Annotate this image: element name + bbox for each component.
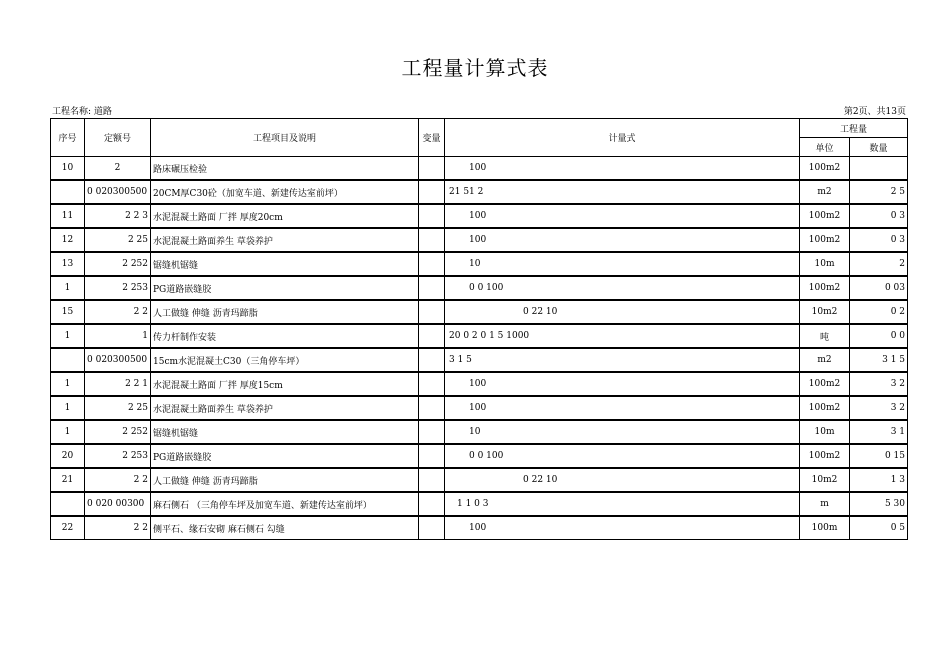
row-unit: 10m — [800, 420, 850, 444]
row-item: 锯缝机锯缝 — [151, 420, 419, 444]
row-seq: 1 — [51, 420, 85, 444]
row-item: 侧平石、缘石安砌 麻石侧石 勾缝 — [151, 516, 419, 540]
row-amount: 5 30 — [850, 492, 908, 516]
row-variable — [419, 204, 445, 228]
row-code: 2 252 — [85, 420, 151, 444]
row-seq — [51, 492, 85, 516]
row-seq: 1 — [51, 396, 85, 420]
row-formula: 20 0 2 0 1 5 1000 — [445, 324, 800, 348]
row-code: 2 2 — [85, 468, 151, 492]
row-seq: 15 — [51, 300, 85, 324]
row-item: 20CM厚C30砼（加宽车道、新建传达室前坪） — [151, 180, 419, 204]
header-quantity-group: 工程量 — [800, 119, 908, 138]
row-item: 15cm水泥混凝土C30（三角停车坪） — [151, 348, 419, 372]
row-seq: 21 — [51, 468, 85, 492]
row-item: 传力杆制作安装 — [151, 324, 419, 348]
row-seq: 13 — [51, 252, 85, 276]
row-unit: 100m2 — [800, 444, 850, 468]
header-variable: 变量 — [419, 119, 445, 157]
row-amount: 0 15 — [850, 444, 908, 468]
header-item: 工程项目及说明 — [151, 119, 419, 157]
row-code: 0 020300500 — [85, 180, 151, 204]
row-formula: 100 — [445, 516, 800, 540]
row-item: PG道路嵌缝胶 — [151, 444, 419, 468]
row-unit: 100m2 — [800, 157, 850, 181]
row-formula: 0 22 10 — [445, 300, 800, 324]
row-item: PG道路嵌缝胶 — [151, 276, 419, 300]
row-formula: 100 — [445, 204, 800, 228]
row-code: 1 — [85, 324, 151, 348]
row-variable — [419, 420, 445, 444]
row-amount: 0 3 — [850, 204, 908, 228]
row-amount: 0 0 — [850, 324, 908, 348]
table-row — [51, 180, 908, 204]
row-unit: 100m — [800, 516, 850, 540]
row-item: 人工做缝 伸缝 沥青玛蹄脂 — [151, 300, 419, 324]
row-code: 2 2 1 — [85, 372, 151, 396]
row-formula: 10 — [445, 420, 800, 444]
row-variable — [419, 516, 445, 540]
row-seq — [51, 180, 85, 204]
row-variable — [419, 180, 445, 204]
row-unit: 10m2 — [800, 300, 850, 324]
table-row — [51, 204, 908, 228]
row-code: 2 25 — [85, 228, 151, 252]
row-code: 2 25 — [85, 396, 151, 420]
row-variable — [419, 396, 445, 420]
row-variable — [419, 157, 445, 181]
header-seq: 序号 — [51, 119, 85, 157]
row-code: 2 2 — [85, 516, 151, 540]
table-row — [51, 252, 908, 276]
row-variable — [419, 324, 445, 348]
row-seq: 10 — [51, 157, 85, 181]
header-code: 定额号 — [85, 119, 151, 157]
row-amount: 2 — [850, 252, 908, 276]
row-formula: 100 — [445, 372, 800, 396]
document-title: 工程量计算式表 — [401, 56, 549, 80]
row-variable — [419, 468, 445, 492]
row-variable — [419, 348, 445, 372]
row-amount: 0 03 — [850, 276, 908, 300]
row-item: 路床碾压检验 — [151, 157, 419, 181]
table-row — [51, 372, 908, 396]
row-item: 水泥混凝土路面 厂拌 厚度20cm — [151, 204, 419, 228]
row-amount: 3 2 — [850, 396, 908, 420]
row-variable — [419, 252, 445, 276]
row-variable — [419, 300, 445, 324]
row-seq: 20 — [51, 444, 85, 468]
row-code: 2 252 — [85, 252, 151, 276]
header-formula: 计量式 — [445, 119, 800, 157]
row-code: 2 2 3 — [85, 204, 151, 228]
row-amount: 0 2 — [850, 300, 908, 324]
row-formula: 100 — [445, 228, 800, 252]
row-formula: 100 — [445, 396, 800, 420]
row-code: 2 2 — [85, 300, 151, 324]
row-variable — [419, 444, 445, 468]
table-row — [51, 157, 908, 181]
row-item: 人工做缝 伸缝 沥青玛蹄脂 — [151, 468, 419, 492]
row-variable — [419, 492, 445, 516]
row-unit: 100m2 — [800, 204, 850, 228]
row-unit: m — [800, 492, 850, 516]
row-formula: 1 1 0 3 — [445, 492, 800, 516]
row-formula: 0 0 100 — [445, 444, 800, 468]
row-code: 2 — [85, 157, 151, 181]
row-code: 2 253 — [85, 276, 151, 300]
row-code: 0 020 00300 — [85, 492, 151, 516]
row-item: 麻石侧石 （三角停车坪及加宽车道、新建传达室前坪） — [151, 492, 419, 516]
table-row — [51, 444, 908, 468]
row-seq: 12 — [51, 228, 85, 252]
table-row — [51, 420, 908, 444]
header-unit: 单位 — [800, 138, 850, 157]
table-row — [51, 396, 908, 420]
row-unit: 100m2 — [800, 276, 850, 300]
row-unit: m2 — [800, 348, 850, 372]
row-variable — [419, 228, 445, 252]
row-seq: 1 — [51, 276, 85, 300]
row-item: 锯缝机锯缝 — [151, 252, 419, 276]
row-seq — [51, 348, 85, 372]
row-seq: 1 — [51, 324, 85, 348]
row-unit: 100m2 — [800, 372, 850, 396]
row-formula: 3 1 5 — [445, 348, 800, 372]
table-row — [51, 516, 908, 540]
quantity-calculation-table — [50, 118, 908, 540]
row-unit: 100m2 — [800, 228, 850, 252]
table-row — [51, 228, 908, 252]
row-variable — [419, 276, 445, 300]
project-name: 工程名称: 道路 — [52, 107, 112, 117]
table-row — [51, 468, 908, 492]
row-item: 水泥混凝土路面 厂拌 厚度15cm — [151, 372, 419, 396]
row-code: 0 020300500 — [85, 348, 151, 372]
row-code: 2 253 — [85, 444, 151, 468]
row-formula: 0 0 100 — [445, 276, 800, 300]
table-row — [51, 324, 908, 348]
row-formula: 10 — [445, 252, 800, 276]
row-item: 水泥混凝土路面养生 草袋养护 — [151, 228, 419, 252]
row-formula: 21 51 2 — [445, 180, 800, 204]
row-amount: 0 3 — [850, 228, 908, 252]
row-unit: m2 — [800, 180, 850, 204]
row-amount: 3 2 — [850, 372, 908, 396]
table-row — [51, 276, 908, 300]
row-unit: 100m2 — [800, 396, 850, 420]
table-row — [51, 300, 908, 324]
row-formula: 100 — [445, 157, 800, 181]
row-amount: 1 3 — [850, 468, 908, 492]
row-unit: 吨 — [800, 324, 850, 348]
row-unit: 10m — [800, 252, 850, 276]
header-amount: 数量 — [850, 138, 908, 157]
row-seq: 1 — [51, 372, 85, 396]
row-amount: 3 1 5 — [850, 348, 908, 372]
table-row — [51, 492, 908, 516]
row-unit: 10m2 — [800, 468, 850, 492]
row-variable — [419, 372, 445, 396]
row-amount: 2 5 — [850, 180, 908, 204]
row-amount: 0 5 — [850, 516, 908, 540]
table-row — [51, 348, 908, 372]
row-seq: 11 — [51, 204, 85, 228]
row-amount — [850, 157, 908, 181]
row-amount: 3 1 — [850, 420, 908, 444]
row-item: 水泥混凝土路面养生 草袋养护 — [151, 396, 419, 420]
row-formula: 0 22 10 — [445, 468, 800, 492]
page-info: 第2页、共13页 — [843, 107, 906, 117]
row-seq: 22 — [51, 516, 85, 540]
